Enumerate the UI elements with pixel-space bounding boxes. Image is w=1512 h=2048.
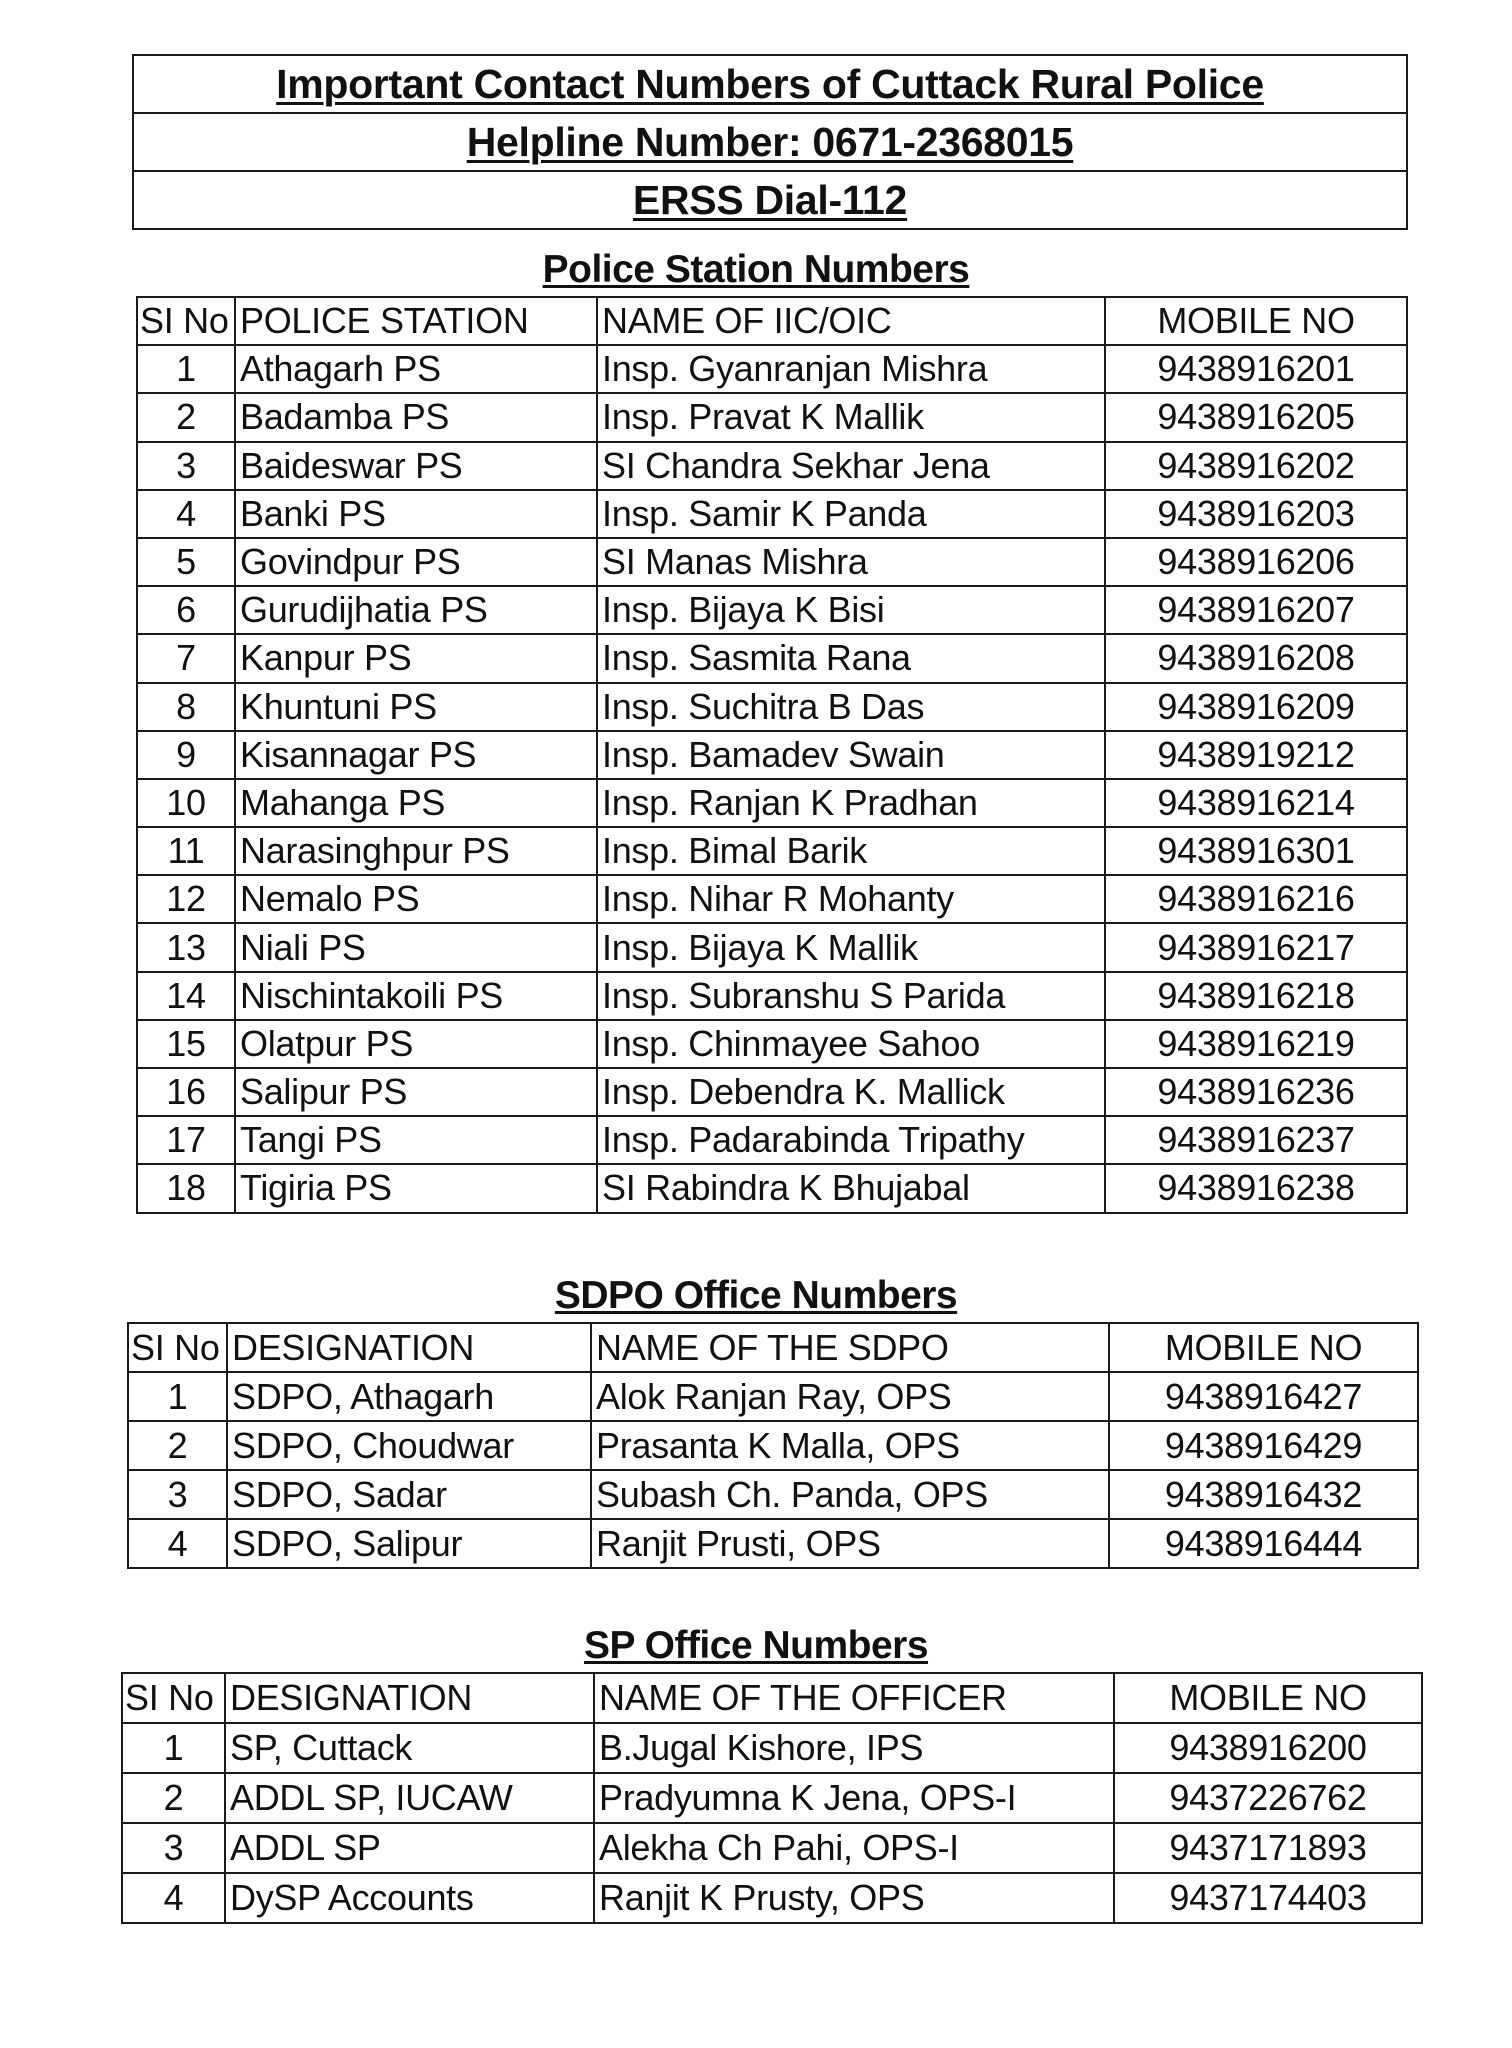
table-row xyxy=(122,1873,1422,1923)
column-header-serial: SI No xyxy=(122,1673,225,1723)
cell-designation: Olatpur PS xyxy=(235,1020,597,1068)
cell-officer-name: Insp. Gyanranjan Mishra xyxy=(597,345,1105,393)
cell-designation: Baideswar PS xyxy=(235,442,597,490)
police-station-section-title: Police Station Numbers xyxy=(542,248,970,291)
column-header-designation: DESIGNATION xyxy=(225,1673,594,1723)
cell-serial: 18 xyxy=(137,1164,235,1212)
cell-designation: ADDL SP, IUCAW xyxy=(225,1773,594,1823)
cell-designation: SDPO, Salipur xyxy=(227,1519,591,1568)
cell-mobile-no: 9438916201 xyxy=(1105,345,1407,393)
cell-serial: 3 xyxy=(137,442,235,490)
helpline-number: Helpline Number: 0671-2368015 xyxy=(134,114,1406,172)
cell-mobile-no: 9438916218 xyxy=(1105,972,1407,1020)
column-header-mobile-no: MOBILE NO xyxy=(1105,297,1407,345)
cell-serial: 16 xyxy=(137,1068,235,1116)
cell-officer-name: Insp. Subranshu S Parida xyxy=(597,972,1105,1020)
table-row xyxy=(137,586,1407,634)
cell-serial: 2 xyxy=(137,393,235,441)
cell-mobile-no: 9438916432 xyxy=(1109,1470,1418,1519)
table-row xyxy=(137,827,1407,875)
cell-officer-name: Insp. Suchitra B Das xyxy=(597,683,1105,731)
cell-officer-name: Insp. Pravat K Mallik xyxy=(597,393,1105,441)
cell-serial: 11 xyxy=(137,827,235,875)
cell-serial: 4 xyxy=(128,1519,227,1568)
cell-mobile-no: 9438916200 xyxy=(1114,1723,1422,1773)
cell-serial: 14 xyxy=(137,972,235,1020)
cell-officer-name: Insp. Padarabinda Tripathy xyxy=(597,1116,1105,1164)
erss-number: ERSS Dial-112 xyxy=(632,176,908,223)
table-row xyxy=(137,731,1407,779)
cell-serial: 15 xyxy=(137,1020,235,1068)
table-row xyxy=(137,345,1407,393)
cell-serial: 4 xyxy=(122,1873,225,1923)
column-header-designation: DESIGNATION xyxy=(227,1323,591,1372)
cell-officer-name: Pradyumna K Jena, OPS-I xyxy=(594,1773,1114,1823)
table-header-row xyxy=(128,1323,1418,1372)
cell-designation: DySP Accounts xyxy=(225,1873,594,1923)
cell-officer-name: Ranjit Prusti, OPS xyxy=(591,1519,1109,1568)
column-header-designation: POLICE STATION xyxy=(235,297,597,345)
table-row xyxy=(128,1372,1418,1421)
cell-officer-name: Insp. Bijaya K Bisi xyxy=(597,586,1105,634)
cell-officer-name: Insp. Bamadev Swain xyxy=(597,731,1105,779)
cell-designation: Mahanga PS xyxy=(235,779,597,827)
cell-serial: 7 xyxy=(137,634,235,682)
cell-serial: 10 xyxy=(137,779,235,827)
cell-officer-name: Subash Ch. Panda, OPS xyxy=(591,1470,1109,1519)
table-row xyxy=(137,1068,1407,1116)
column-header-officer-name: NAME OF THE OFFICER xyxy=(594,1673,1114,1723)
cell-officer-name: Insp. Sasmita Rana xyxy=(597,634,1105,682)
table-row xyxy=(137,1020,1407,1068)
table-row xyxy=(137,972,1407,1020)
cell-designation: Athagarh PS xyxy=(235,345,597,393)
cell-designation: Khuntuni PS xyxy=(235,683,597,731)
cell-serial: 13 xyxy=(137,923,235,971)
cell-serial: 2 xyxy=(122,1773,225,1823)
cell-officer-name: SI Rabindra K Bhujabal xyxy=(597,1164,1105,1212)
cell-serial: 1 xyxy=(128,1372,227,1421)
cell-mobile-no: 9438916444 xyxy=(1109,1519,1418,1568)
table-row xyxy=(137,683,1407,731)
cell-serial: 9 xyxy=(137,731,235,779)
column-header-officer-name: NAME OF IIC/OIC xyxy=(597,297,1105,345)
cell-officer-name: B.Jugal Kishore, IPS xyxy=(594,1723,1114,1773)
table-row xyxy=(128,1519,1418,1568)
cell-mobile-no: 9438916202 xyxy=(1105,442,1407,490)
cell-officer-name: Prasanta K Malla, OPS xyxy=(591,1421,1109,1470)
cell-mobile-no: 9438919212 xyxy=(1105,731,1407,779)
cell-designation: Salipur PS xyxy=(235,1068,597,1116)
cell-serial: 1 xyxy=(122,1723,225,1773)
cell-mobile-no: 9438916429 xyxy=(1109,1421,1418,1470)
cell-mobile-no: 9438916217 xyxy=(1105,923,1407,971)
cell-mobile-no: 9438916427 xyxy=(1109,1372,1418,1421)
table-row xyxy=(122,1823,1422,1873)
table-row xyxy=(122,1723,1422,1773)
sdpo-table xyxy=(127,1322,1419,1569)
cell-serial: 12 xyxy=(137,875,235,923)
cell-officer-name: SI Manas Mishra xyxy=(597,538,1105,586)
column-header-mobile-no: MOBILE NO xyxy=(1114,1673,1422,1723)
table-row xyxy=(137,538,1407,586)
cell-officer-name: Insp. Debendra K. Mallick xyxy=(597,1068,1105,1116)
police-station-table xyxy=(136,296,1408,1214)
sdpo-section-title: SDPO Office Numbers xyxy=(554,1274,958,1317)
page-title: Important Contact Numbers of Cuttack Rural Police xyxy=(134,56,1406,114)
table-row xyxy=(137,1164,1407,1212)
column-header-officer-name: NAME OF THE SDPO xyxy=(591,1323,1109,1372)
header-box xyxy=(132,54,1408,230)
cell-officer-name: Insp. Bimal Barik xyxy=(597,827,1105,875)
cell-serial: 3 xyxy=(128,1470,227,1519)
cell-mobile-no: 9438916219 xyxy=(1105,1020,1407,1068)
cell-designation: SDPO, Sadar xyxy=(227,1470,591,1519)
cell-serial: 8 xyxy=(137,683,235,731)
cell-mobile-no: 9438916216 xyxy=(1105,875,1407,923)
table-row xyxy=(122,1773,1422,1823)
sp-table xyxy=(121,1672,1423,1924)
table-row xyxy=(137,442,1407,490)
cell-officer-name: Alekha Ch Pahi, OPS-I xyxy=(594,1823,1114,1873)
cell-serial: 3 xyxy=(122,1823,225,1873)
cell-designation: Kanpur PS xyxy=(235,634,597,682)
cell-serial: 5 xyxy=(137,538,235,586)
table-row xyxy=(137,490,1407,538)
cell-designation: Nischintakoili PS xyxy=(235,972,597,1020)
cell-designation: Tangi PS xyxy=(235,1116,597,1164)
cell-mobile-no: 9438916214 xyxy=(1105,779,1407,827)
cell-mobile-no: 9438916209 xyxy=(1105,683,1407,731)
cell-mobile-no: 9437226762 xyxy=(1114,1773,1422,1823)
cell-mobile-no: 9438916236 xyxy=(1105,1068,1407,1116)
cell-mobile-no: 9437171893 xyxy=(1114,1823,1422,1873)
cell-designation: Niali PS xyxy=(235,923,597,971)
cell-mobile-no: 9438916207 xyxy=(1105,586,1407,634)
table-row xyxy=(137,923,1407,971)
cell-designation: Banki PS xyxy=(235,490,597,538)
cell-officer-name: Insp. Chinmayee Sahoo xyxy=(597,1020,1105,1068)
cell-mobile-no: 9438916203 xyxy=(1105,490,1407,538)
cell-designation: Tigiria PS xyxy=(235,1164,597,1212)
cell-mobile-no: 9438916301 xyxy=(1105,827,1407,875)
cell-designation: SDPO, Choudwar xyxy=(227,1421,591,1470)
column-header-serial: SI No xyxy=(137,297,235,345)
cell-mobile-no: 9437174403 xyxy=(1114,1873,1422,1923)
table-row xyxy=(137,1116,1407,1164)
cell-serial: 17 xyxy=(137,1116,235,1164)
column-header-serial: SI No xyxy=(128,1323,227,1372)
cell-mobile-no: 9438916205 xyxy=(1105,393,1407,441)
table-row xyxy=(137,393,1407,441)
cell-designation: Badamba PS xyxy=(235,393,597,441)
sp-section-title: SP Office Numbers xyxy=(583,1624,929,1667)
cell-designation: SDPO, Athagarh xyxy=(227,1372,591,1421)
cell-serial: 6 xyxy=(137,586,235,634)
cell-designation: Govindpur PS xyxy=(235,538,597,586)
cell-officer-name: Insp. Samir K Panda xyxy=(597,490,1105,538)
cell-officer-name: Insp. Ranjan K Pradhan xyxy=(597,779,1105,827)
cell-designation: ADDL SP xyxy=(225,1823,594,1873)
cell-officer-name: Ranjit K Prusty, OPS xyxy=(594,1873,1114,1923)
table-row xyxy=(128,1421,1418,1470)
cell-designation: Gurudijhatia PS xyxy=(235,586,597,634)
cell-mobile-no: 9438916237 xyxy=(1105,1116,1407,1164)
table-header-row xyxy=(137,297,1407,345)
cell-designation: Nemalo PS xyxy=(235,875,597,923)
cell-officer-name: Alok Ranjan Ray, OPS xyxy=(591,1372,1109,1421)
column-header-mobile-no: MOBILE NO xyxy=(1109,1323,1418,1372)
table-row xyxy=(137,875,1407,923)
cell-serial: 2 xyxy=(128,1421,227,1470)
cell-officer-name: SI Chandra Sekhar Jena xyxy=(597,442,1105,490)
cell-officer-name: Insp. Bijaya K Mallik xyxy=(597,923,1105,971)
cell-officer-name: Insp. Nihar R Mohanty xyxy=(597,875,1105,923)
table-row xyxy=(128,1470,1418,1519)
cell-mobile-no: 9438916238 xyxy=(1105,1164,1407,1212)
table-header-row xyxy=(122,1673,1422,1723)
cell-designation: Narasinghpur PS xyxy=(235,827,597,875)
table-row xyxy=(137,634,1407,682)
cell-mobile-no: 9438916208 xyxy=(1105,634,1407,682)
table-row xyxy=(137,779,1407,827)
cell-mobile-no: 9438916206 xyxy=(1105,538,1407,586)
cell-designation: Kisannagar PS xyxy=(235,731,597,779)
cell-designation: SP, Cuttack xyxy=(225,1723,594,1773)
cell-serial: 1 xyxy=(137,345,235,393)
cell-serial: 4 xyxy=(137,490,235,538)
